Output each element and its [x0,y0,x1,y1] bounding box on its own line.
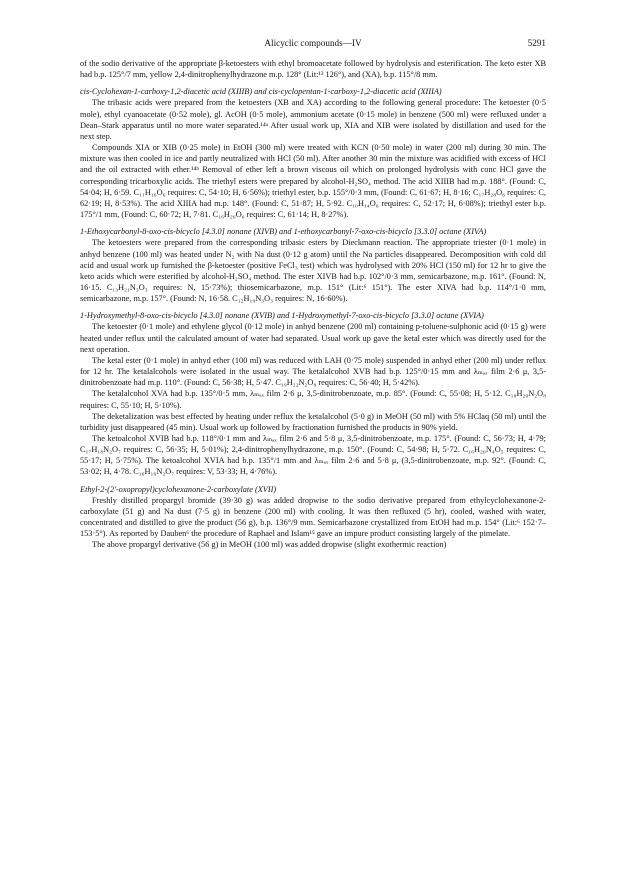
running-header [80,38,546,54]
paragraph: Freshly distilled propargyl bromide (39·30 g) was added dropwise to the sodio derivative prepared from ethylcyclohexanone-2-carboxylate (51 g) and Na dust (7·5 g) in benzene (200 ml) with cooling. It was then refluxed (5 hr), cooled, washed with water, concentrated and distilled to give the product (56 g), b.p. 136°/9 mm. Semicarbazone crystallized from EtOH had m.p. 154° (Lit:⁶ 152·7–153·5°). As reported by Dauben⁶ the procedure of Raphael and Islam¹⁵ gave an impure product consisting largely of the pimelate. [80,495,546,539]
running-title: Alicyclic compounds—IV [264,38,362,48]
paragraph: The ketal ester (0·1 mole) in anhyd ether (100 ml) was reduced with LAH (0·75 mole) suspended in anhyd ether (200 ml) under reflux for 12 hr. The ketalalcohols were isolated in the usual way. The ketalalcohol XVB had b.p. 125°/0·15 mm and λₘₐₓ film 2·6 μ, 3,5-dinitrobenzoate had m.p. 110°. (Found: C, 56·38; H, 5·47. C₁₉H₂₂N₂O₈ requires: C, 56·40; H, 5·42%). [80,355,546,388]
paragraph: The ketoesters were prepared from the corresponding tribasic esters by Dieckmann reaction. The appropriate triester (0·1 mole) in anhyd benzene (100 ml) was heated under N₂ with Na dust (0·12 g atom) until the Na particles disappeared. Decomposition with cold dil acid and usual work up furnished the β-ketoester (positive FeCl₃ test) which was hydrolysed with 20% HCl (150 ml) for 12 hr to give the keto acids which were esterified by alcohol-H₂SO₄ method. The ester XIVB had b.p. 102°/0·3 mm, semicarbazone, m.p. 161°. (Found: N, 16·15. C₁₃H₂₁N₃O₃ requires: N, 15·73%); thiosemicarbazone, m.p. 151° (Lit:⁶ 151°). The ester XIVA had b.p. 114°/1·0 mm, semicarbazone, m.p. 157°. (Found: N, 16·58. C₁₂H₁₉N₃O₃ requires: N, 16·60%). [80,238,546,304]
page-number: 5291 [527,38,546,48]
paragraph: The deketalization was best effected by heating under reflux the ketalalcohol (5·0 g) in MeOH (50 ml) with 5% HClaq (50 ml) until the turbidity just disappeared (45 min). Usual work up followed by fractionation furnished the products in 90% yield. [80,411,546,432]
paragraph: The above propargyl derivative (56 g) in MeOH (100 ml) was added dropwise (slight exothermic reaction) [92,540,447,550]
paragraph: of the sodio derivative of the appropriate β-ketoesters with ethyl bromoacetate followed by hydrolysis and esterification. The keto ester XB had b.p. 125°/7 mm, yellow 2,4-dinitrophenylhydrazone m.p. 128° (Lit:¹³ 126°), and (XA), b.p. 115°/8 mm. [80,59,546,80]
section-heading: 1-Ethoxycarbonyl-8-oxo-cis-bicyclo [4.3.0] nonane (XIVB) and 1-ethoxycarbonyl-7-oxo-cis-bicyclo [3.3.0] octane (XIVA) [80,227,487,237]
paragraph: The ketoalcohol XVIB had b.p. 118°/0·1 mm and λₘₐₓ film 2·6 and 5·8 μ, 3,5-dinitrobenzoate, m.p. 175°. (Found: C, 56·73; H, 4·79; C₁₇H₁₈N₂O₇ requires: C, 56·35; H, 5·01%); 2,4-dinitrophenylhydrazone, m.p. 150°. (Found: C, 54·98; H, 5·72. C₁₆H₂₀N₄O₅ requires: C, 55·17; H, 5·75%). The ketoalcohol XVIA had b.p. 135°/1 mm and λₘₐₓ film 2·6 and 5·8 μ, (3,5-dinitrobenzoate, m.p. 92°. (Found: C, 53·02; H, 4·78. C₁₆H₁₆N₂O₇ requires: V, 53·33; H, 4·76%). [80,434,546,477]
paragraph: The ketalalcohol XVA had b.p. 135°/0·5 mm, λₘₐₓ film 2·6 μ, 3,5-dinitrobenzoate, m.p. 85°. (Found: C, 55·08; H, 5·12. C₁₈H₂₀N₂O₈ requires: C, 55·10; H, 5·10%). [80,389,546,410]
section-heading: cis-Cyclohexan-1-carboxy-1,2-diacetic acid (XIIIB) and cis-cyclopentan-1-carboxy-1,2-diacetic acid (XIIIA) [80,87,442,97]
article-body [80,58,546,551]
paragraph: The ketoester (0·1 mole) and ethylene glycol (0·12 mole) in anhyd benzene (200 ml) containing p-toluene-sulphonic acid (0·15 g) were heated under reflux until the calculated amount of water had separated. Usual work up gave the ketal ester which was directly used for the next operation. [80,322,546,354]
section-heading: Ethyl-2-(2′-oxopropyl)cyclohexanone-2-carboxylate (XVII) [80,484,277,494]
journal-page [80,38,546,551]
section-heading: 1-Hydroxymethyl-8-oxo-cis-bicyclo [4.3.0] nonane (XVIB) and 1-Hydroxymethyl-7-oxo-cis-bicyclo [3.3.0] octane (XVIA) [80,311,484,321]
paragraph: The tribasic acids were prepared from the ketoesters (XB and XA) according to the following general procedure: The ketoester (0·5 mole), ethyl cyanoacetate (0·52 mole), gl. AcOH (0·5 mole), ammonium acetate (0·15 mole) in benzene (500 ml) were refluxed under a Dean–Stark apparatus until no more water separated.¹⁴ᵃ After usual work up, XIA and XIB were isolated by distillation and used for the next step. [80,98,546,141]
paragraph: Compounds XIA or XIB (0·25 mole) in EtOH (300 ml) were treated with KCN (0·50 mole) in water (200 ml) during 30 min. The mixture was then cooled in ice and partly neutralized with HCl (50 ml). After another 30 min the mixture was acidified with excess of HCl and the oil extracted with ether.¹⁴ᵇ Removal of ether left a brown viscous oil which on prolonged hydrolysis with conc HCl gave the corresponding tricarboxylic acids. The triethyl esters were prepared by alcohol-H₂SO₄ method. The acid XIIIB had m.p. 188°. (Found: C, 54·04; H, 6·59. C₁₁H₁₆O₆ requires: C, 54·10; H, 6·56%); triethyl ester, b.p. 155°/0·3 mm, (Found: C, 61·67; H, 8·16; C₁₇H₂₈O₆ requires: C, 62·19; H, 8·53%). The acid XIIIA had m.p. 148°. (Found: C, 51·87; H, 5·92. C₁₀H₁₄O₆ requires: C, 52·17; H, 6·08%); triethyl ester b.p. 175°/1 mm, (Found: C, 60·72; H, 7·81. C₁₆H₂₆O₆ requires: C, 61·14; H, 8·27%). [80,143,546,220]
